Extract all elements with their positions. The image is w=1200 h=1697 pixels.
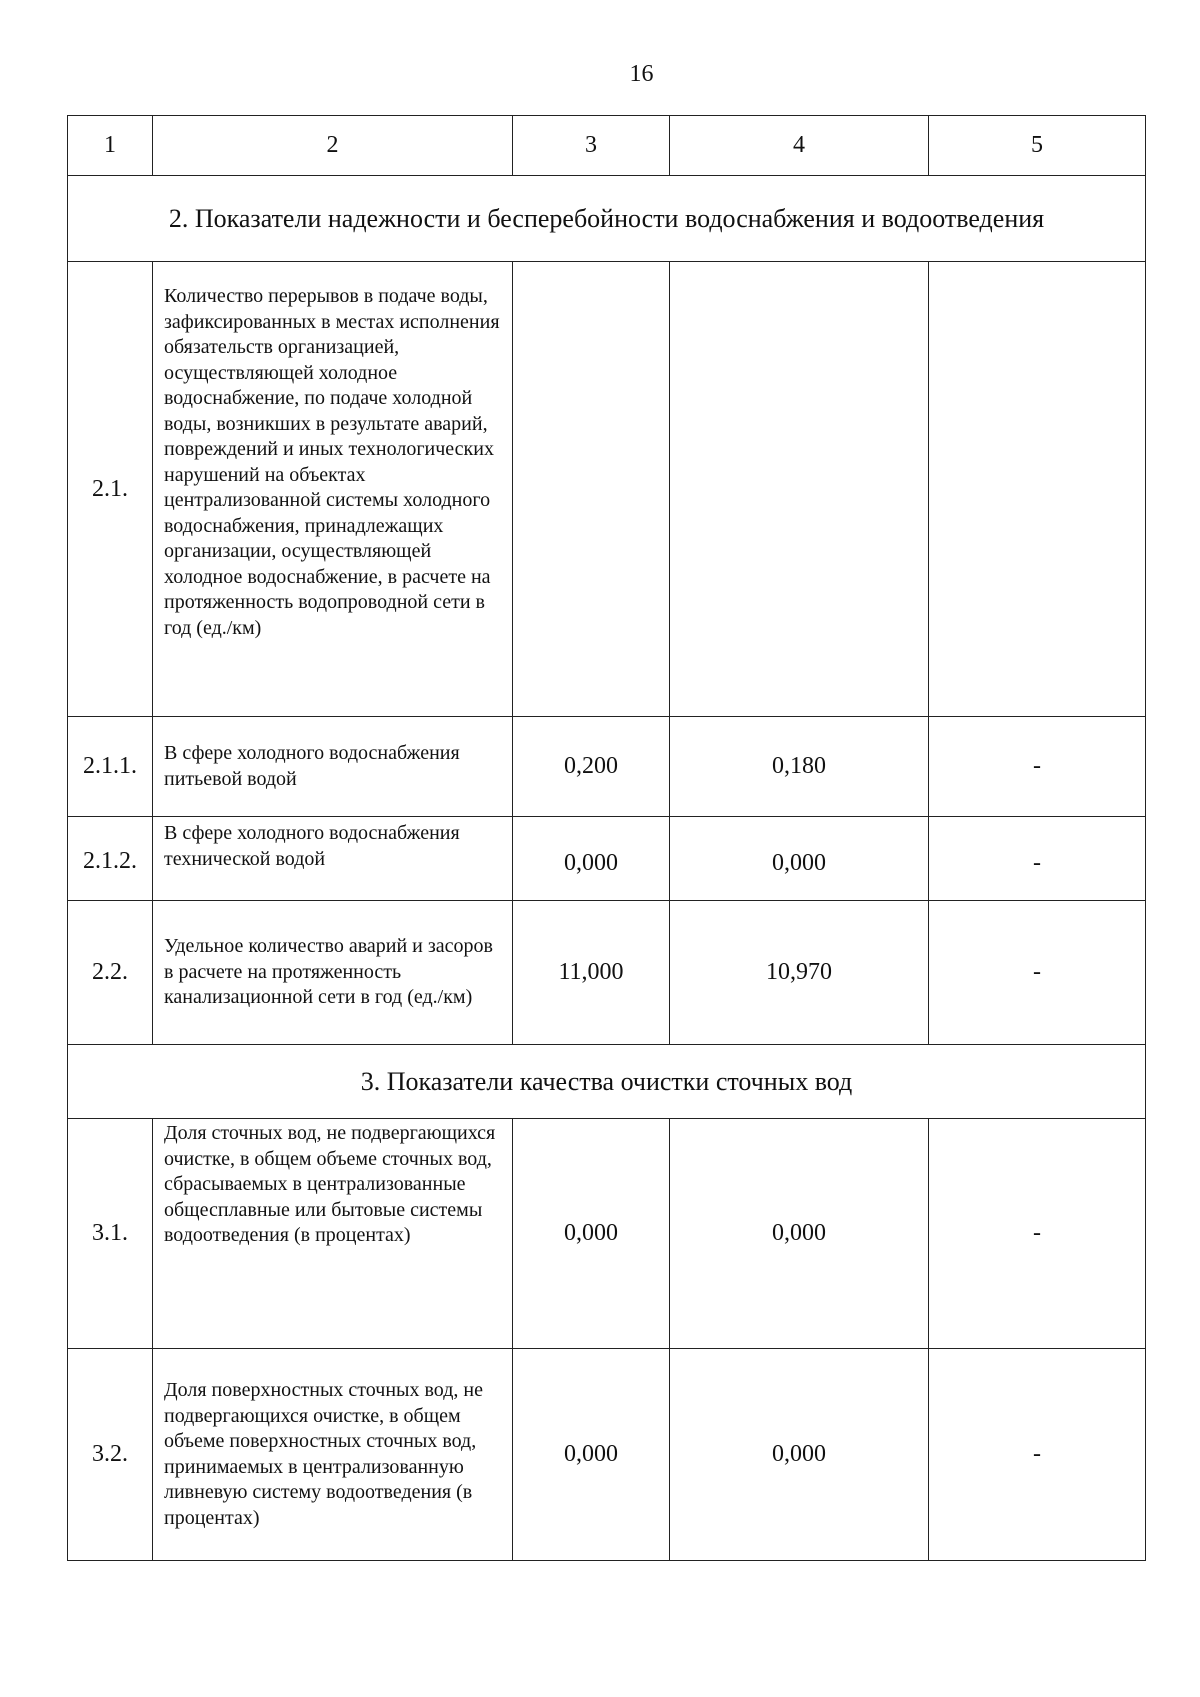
value-col-4: 0,000 bbox=[670, 1119, 929, 1349]
indicator-name: Доля сточных вод, не подвергающихся очистке, в общем объеме сточных вод, сбрасываемых в централизованные общесплавные или бытовые системы водоотведения (в процентах) bbox=[153, 1119, 513, 1349]
column-header-1: 1 bbox=[68, 116, 153, 176]
table-row bbox=[68, 817, 1146, 901]
column-header-4: 4 bbox=[670, 116, 929, 176]
table-row bbox=[68, 717, 1146, 817]
section-row-3 bbox=[68, 1045, 1146, 1119]
column-header-3: 3 bbox=[513, 116, 670, 176]
value-col-4: 0,000 bbox=[670, 1349, 929, 1561]
row-number: 3.2. bbox=[68, 1349, 153, 1561]
value-col-4: 0,000 bbox=[670, 817, 929, 901]
section-row-2 bbox=[68, 176, 1146, 262]
value-col-3: 0,200 bbox=[513, 717, 670, 817]
row-number: 2.2. bbox=[68, 901, 153, 1045]
indicator-name: В сфере холодного водоснабжения питьевой водой bbox=[153, 717, 513, 817]
row-number: 2.1. bbox=[68, 262, 153, 717]
section-title-3: 3. Показатели качества очистки сточных вод bbox=[68, 1045, 1146, 1119]
table-row bbox=[68, 1349, 1146, 1561]
column-header-5: 5 bbox=[929, 116, 1146, 176]
value-col-5: - bbox=[929, 717, 1146, 817]
value-col-4 bbox=[670, 262, 929, 717]
column-number-row bbox=[68, 116, 1146, 176]
indicator-name: Доля поверхностных сточных вод, не подвергающихся очистке, в общем объеме поверхностных сточных вод, принимаемых в централизованную ливневую систему водоотведения (в процентах) bbox=[153, 1349, 513, 1561]
value-col-5: - bbox=[929, 901, 1146, 1045]
value-col-4: 0,180 bbox=[670, 717, 929, 817]
table-row bbox=[68, 262, 1146, 717]
indicators-table bbox=[67, 115, 1146, 1561]
indicator-name: Количество перерывов в подаче воды, зафиксированных в местах исполнения обязательств организацией, осуществляющей холодное водоснабжение, по подаче холодной воды, возникших в результате аварий, повреждений и иных технологических нарушений на объектах централизованной системы холодного водоснабжения, принадлежащих организации, осуществляющей холодное водоснабжение, в расчете на протяженность водопроводной сети в год (ед./км) bbox=[153, 262, 513, 717]
table-row bbox=[68, 1119, 1146, 1349]
row-number: 3.1. bbox=[68, 1119, 153, 1349]
page-number: 16 bbox=[629, 61, 654, 87]
value-col-3: 0,000 bbox=[513, 817, 670, 901]
indicator-name: В сфере холодного водоснабжения технической водой bbox=[153, 817, 513, 901]
value-col-5: - bbox=[929, 817, 1146, 901]
value-col-3: 0,000 bbox=[513, 1349, 670, 1561]
row-number: 2.1.1. bbox=[68, 717, 153, 817]
value-col-3: 11,000 bbox=[513, 901, 670, 1045]
value-col-4: 10,970 bbox=[670, 901, 929, 1045]
row-number: 2.1.2. bbox=[68, 817, 153, 901]
table-row bbox=[68, 901, 1146, 1045]
value-col-5 bbox=[929, 262, 1146, 717]
indicator-name: Удельное количество аварий и засоров в расчете на протяженность канализационной сети в год (ед./км) bbox=[153, 901, 513, 1045]
value-col-3: 0,000 bbox=[513, 1119, 670, 1349]
value-col-3 bbox=[513, 262, 670, 717]
column-header-2: 2 bbox=[153, 116, 513, 176]
value-col-5: - bbox=[929, 1119, 1146, 1349]
value-col-5: - bbox=[929, 1349, 1146, 1561]
section-title-2: 2. Показатели надежности и бесперебойности водоснабжения и водоотведения bbox=[68, 176, 1146, 262]
